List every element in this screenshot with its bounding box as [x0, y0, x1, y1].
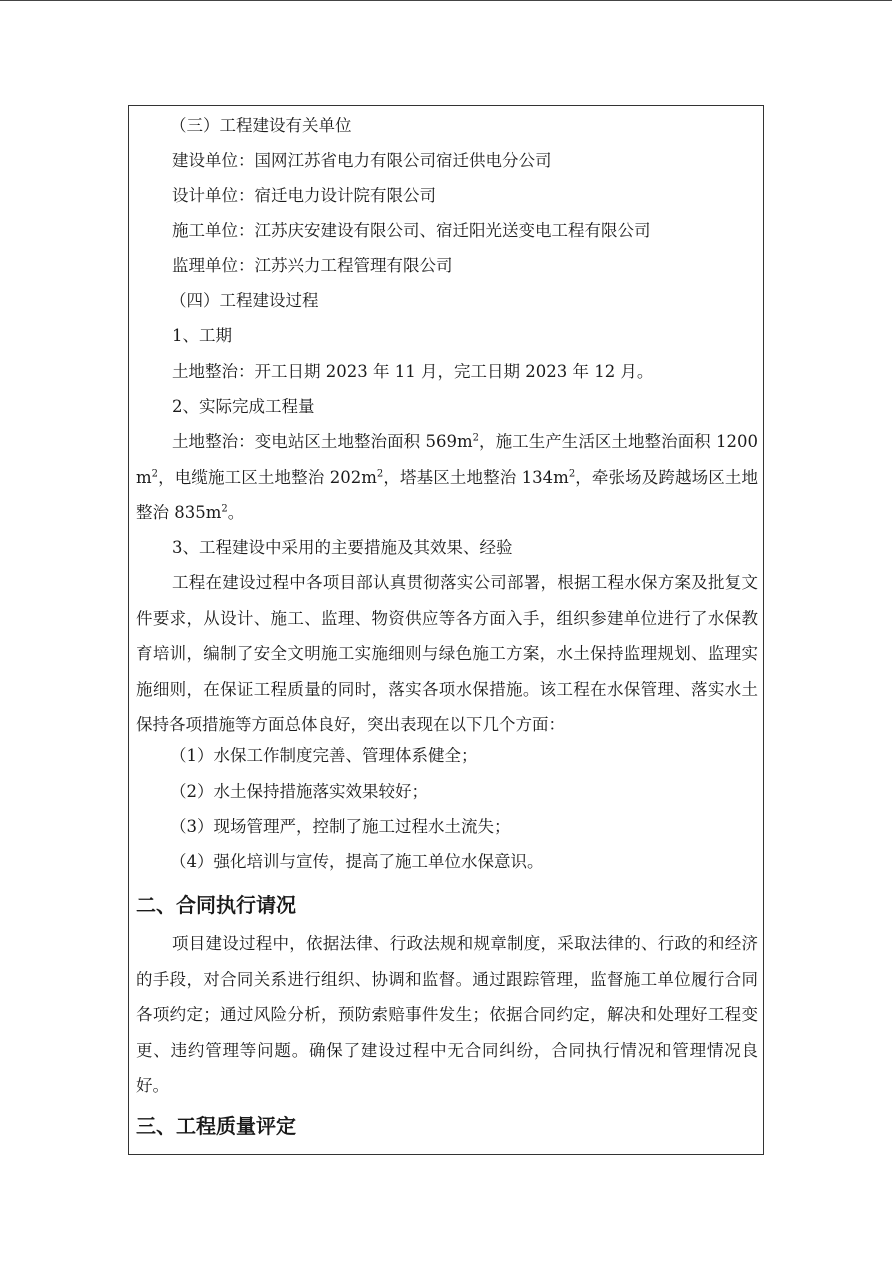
measures-paragraph: 工程在建设过程中各项目部认真贯彻落实公司部署，根据工程水保方案及批复文件要求，从设计、施工、监理、物资供应等各方面入手，组织参建单位进行了水保教育培训，编制了安全文明施工实施细则与绿色施工方案，水土保持监理规划、监理实施细则，在保证工程质量的同时，落实各项水保措施。该工程在水保管理、落实水土保持各项措施等方面总体良好，突出表现在以下几个方面： — [136, 573, 758, 734]
point-4: （4）强化培训与宣传，提高了施工单位水保意识。 — [170, 852, 544, 871]
quantity-part-6: 。 — [227, 503, 245, 522]
quantity-part-3: ，电缆施工区土地整治 202m — [158, 467, 377, 487]
units-heading: （三）工程建设有关单位 — [170, 116, 352, 135]
sup-2: 2 — [151, 468, 159, 479]
quantity-part-2: ，施工生产生活区土地整治面积 1200m — [136, 432, 758, 487]
sup-1: 2 — [472, 432, 480, 444]
process-heading: （四）工程建设过程 — [170, 291, 319, 310]
quantity-paragraph — [136, 424, 758, 531]
quantity-part-1: 土地整治：变电站区土地整治面积 569m — [172, 432, 473, 451]
sup-5: 2 — [221, 503, 228, 515]
quantity-title: 2、实际完成工程量 — [172, 397, 315, 416]
period-title: 1、工期 — [172, 326, 232, 345]
contract-paragraph: 项目建设过程中，依据法律、行政法规和规章制度，采取法律的、行政的和经济的手段，对合同关系进行组织、协调和监督。通过跟踪管理，监督施工单位履行合同各项约定；通过风险分析，预防索赔事件发生；依据合同约定，解决和处理好工程变更、违约管理等问题。确保了建设过程中无合同纠纷，合同执行情况和管理情况良好。 — [136, 934, 758, 1095]
point-1: （1）水保工作制度完善、管理体系健全； — [170, 746, 478, 765]
point-2: （2）水土保持措施落实效果较好； — [170, 782, 428, 801]
quantity-part-4: ，塔基区土地整治 134m — [383, 467, 569, 487]
sup-3: 2 — [376, 468, 384, 479]
measures-title: 3、工程建设中采用的主要措施及其效果、经验 — [172, 538, 513, 557]
period-text: 土地整治：开工日期 2023 年 11 月，完工日期 2023 年 12 月。 — [172, 362, 654, 381]
construction-unit: 建设单位：国网江苏省电力有限公司宿迁供电分公司 — [172, 151, 552, 170]
quality-heading: 三、工程质量评定 — [136, 1114, 296, 1138]
point-3: （3）现场管理严，控制了施工过程水土流失； — [170, 817, 511, 836]
supervisor-unit: 监理单位：江苏兴力工程管理有限公司 — [172, 256, 453, 275]
design-unit: 设计单位：宿迁电力设计院有限公司 — [172, 186, 436, 205]
contract-heading: 二、合同执行请况 — [136, 893, 296, 917]
page-top-rule — [0, 0, 892, 1]
builder-unit: 施工单位：江苏庆安建设有限公司、宿迁阳光送变电工程有限公司 — [172, 221, 651, 240]
sup-4: 2 — [568, 468, 576, 479]
quantity-part-5: ，牵张场及跨越场区土地整治 835m — [136, 467, 759, 522]
